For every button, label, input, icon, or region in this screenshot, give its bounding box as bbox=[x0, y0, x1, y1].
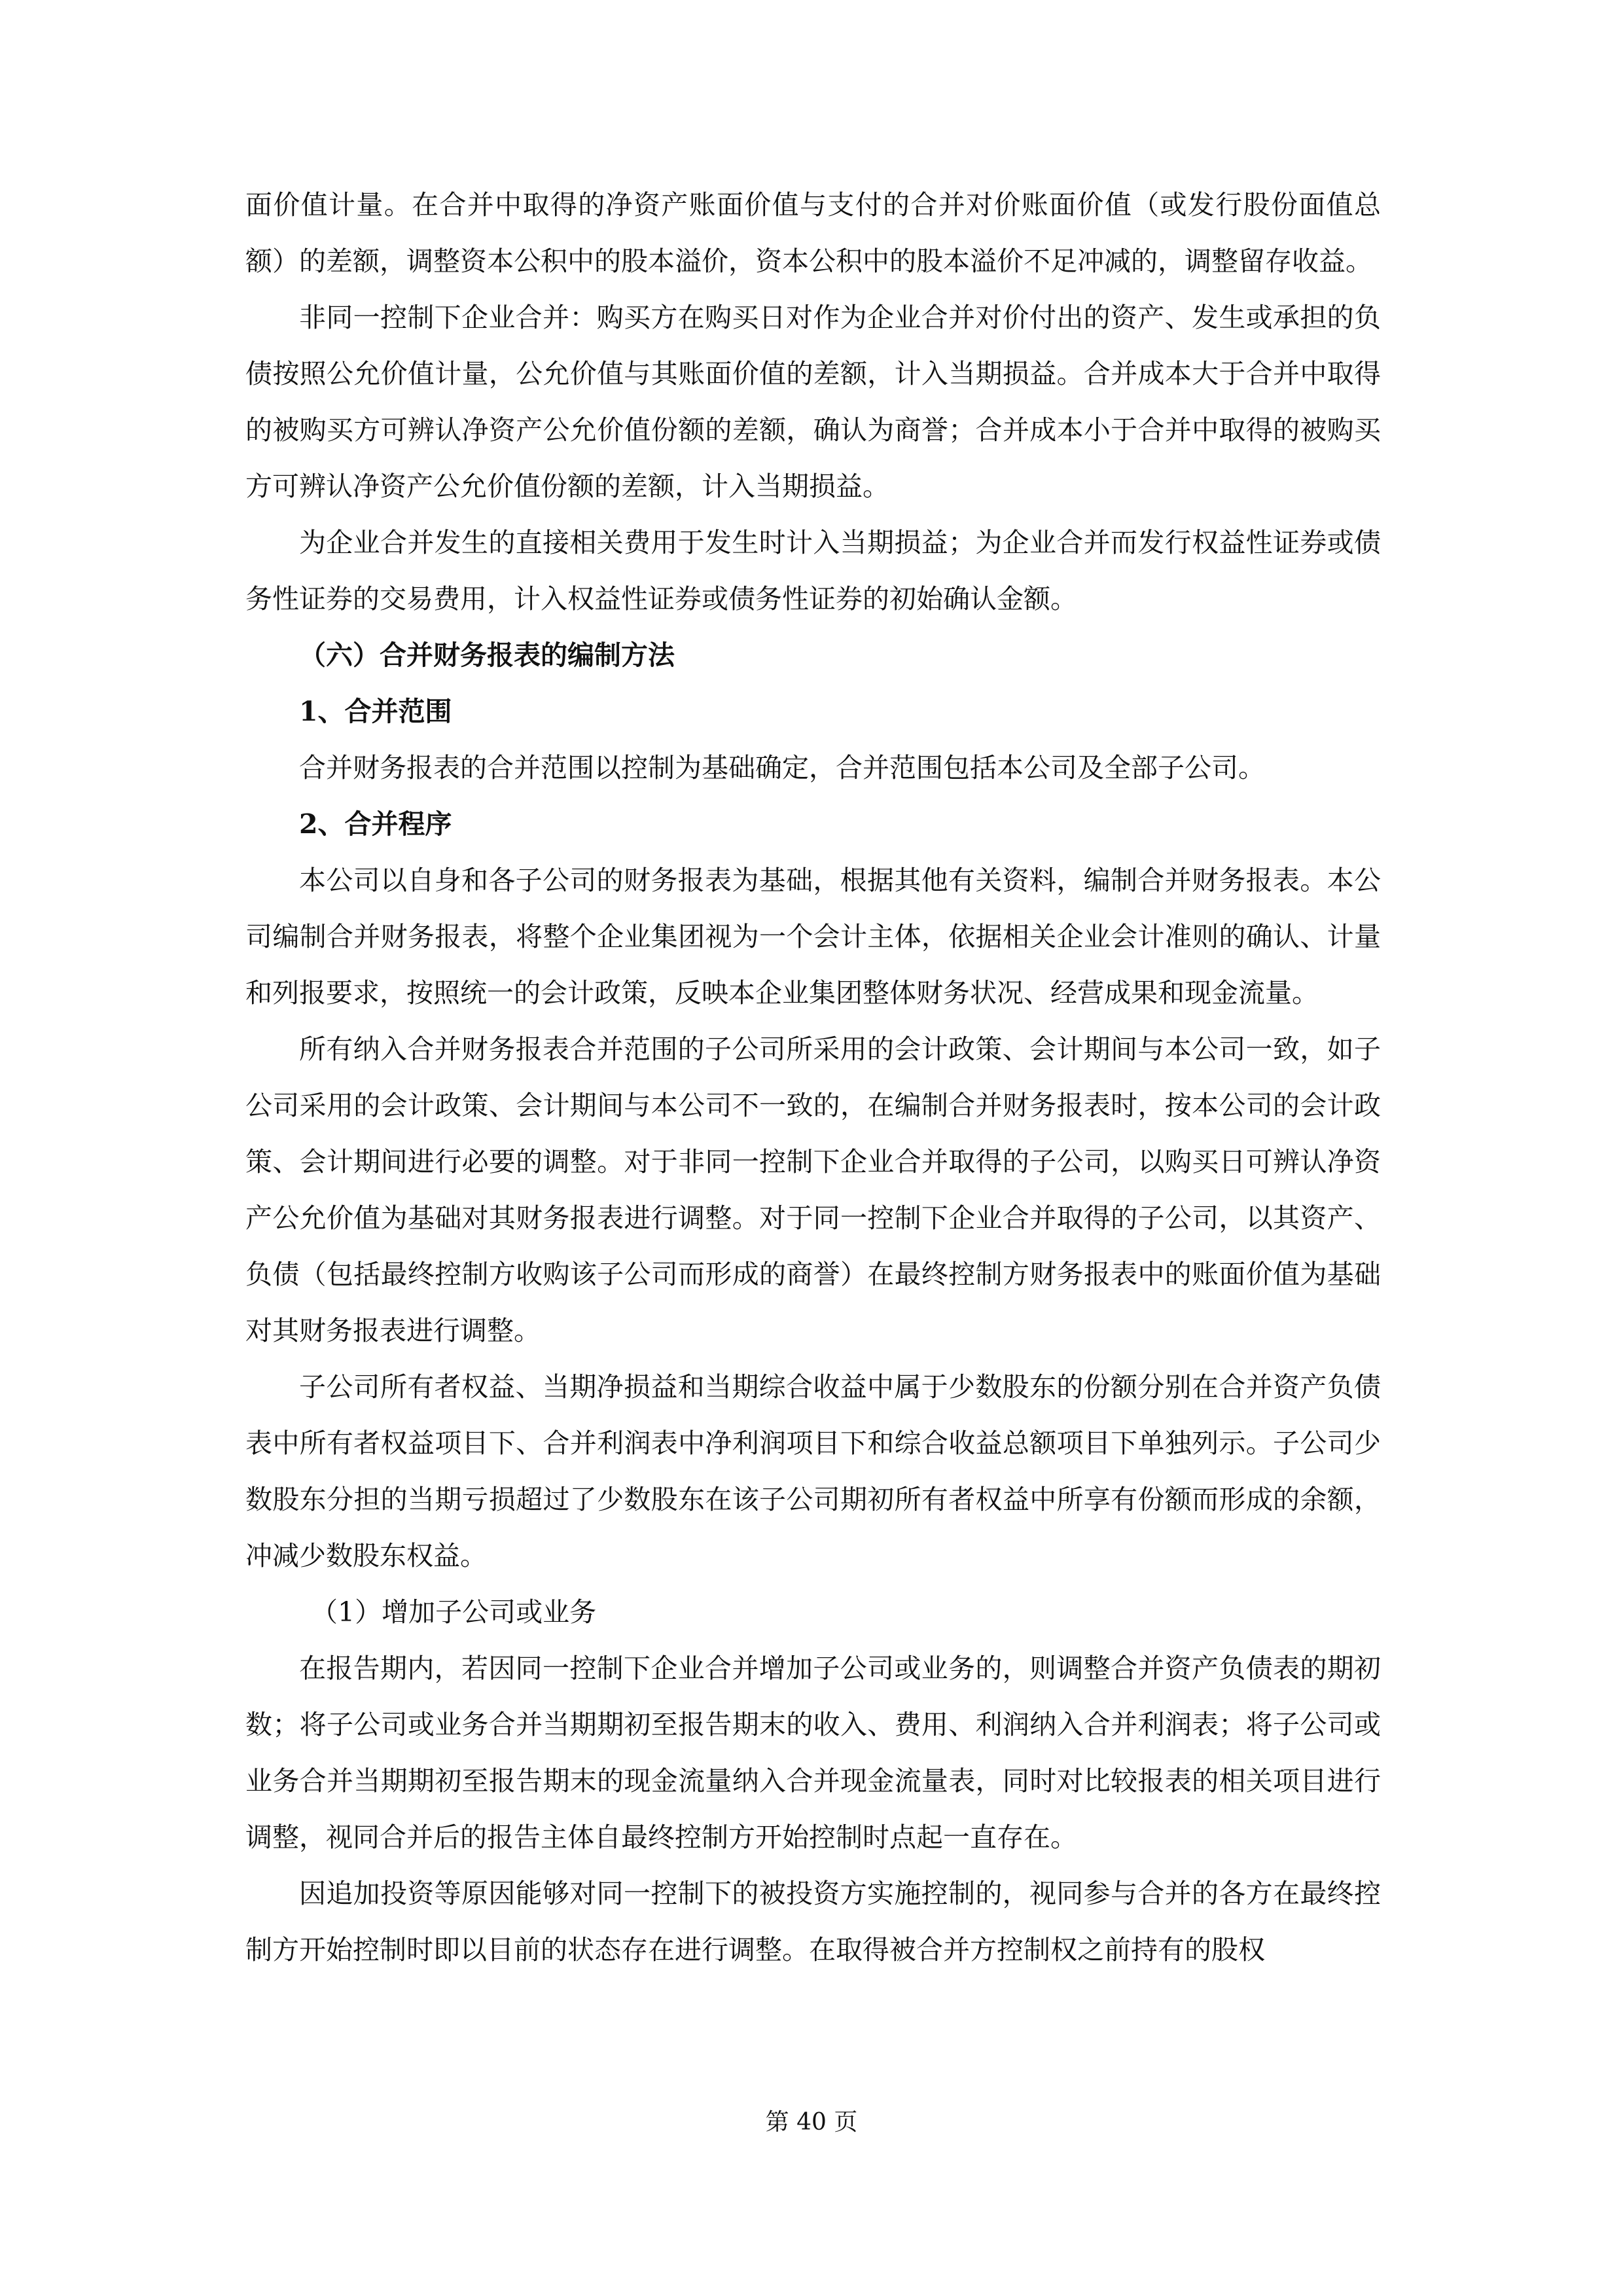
subheading-consolidation-procedure: 2、合并程序 bbox=[299, 808, 452, 840]
paragraph-non-common-control-merger: 非同一控制下企业合并：购买方在购买日对作为企业合并对价付出的资产、发生或承担的负债按照公允价值计量，公允价值与其账面价值的差额，计入当期损益。合并成本大于合并中取得的被购买方可辨认净资产公允价值份额的差额，确认为商誉；合并成本小于合并中取得的被购买方可辨认净资产公允价值份额的差额，计入当期损益。 bbox=[245, 302, 1381, 502]
paragraph-minority-interest: 子公司所有者权益、当期净损益和当期综合收益中属于少数股东的份额分别在合并资产负债表中所有者权益项目下、合并利润表中净利润项目下和综合收益总额项目下单独列示。子公司少数股东分担的当期亏损超过了少数股东在该子公司期初所有者权益中所享有份额而形成的余额，冲减少数股东权益。 bbox=[245, 1371, 1381, 1571]
section-heading-consolidation-method: （六）合并财务报表的编制方法 bbox=[299, 639, 675, 671]
paragraph-accounting-policies: 所有纳入合并财务报表合并范围的子公司所采用的会计政策、会计期间与本公司一致，如子公司采用的会计政策、会计期间与本公司不一致的，在编制合并财务报表时，按本公司的会计政策、会计期间进行必要的调整。对于非同一控制下企业合并取得的子公司，以购买日可辨认净资产公允价值为基础对其财务报表进行调整。对于同一控制下企业合并取得的子公司，以其资产、负债（包括最终控制方收购该子公司而形成的商誉）在最终控制方财务报表中的账面价值为基础对其财务报表进行调整。 bbox=[245, 1033, 1381, 1346]
paragraph-additional-investment: 因追加投资等原因能够对同一控制下的被投资方实施控制的，视同参与合并的各方在最终控制方开始控制时即以目前的状态存在进行调整。在取得被合并方控制权之前持有的股权 bbox=[245, 1878, 1381, 1965]
item-heading-add-subsidiary: （1）增加子公司或业务 bbox=[311, 1596, 597, 1628]
paragraph-merger-expenses: 为企业合并发生的直接相关费用于发生时计入当期损益；为企业合并而发行权益性证券或债务性证券的交易费用，计入权益性证券或债务性证券的初始确认金额。 bbox=[245, 527, 1381, 615]
document-body bbox=[245, 177, 1381, 1978]
page-number: 第 40 页 bbox=[765, 2109, 858, 2136]
paragraph-continuation: 面价值计量。在合并中取得的净资产账面价值与支付的合并对价账面价值（或发行股份面值总额）的差额，调整资本公积中的股本溢价，资本公积中的股本溢价不足冲减的，调整留存收益。 bbox=[245, 189, 1381, 277]
paragraph-consolidation-scope: 合并财务报表的合并范围以控制为基础确定，合并范围包括本公司及全部子公司。 bbox=[299, 752, 1265, 783]
paragraph-add-subsidiary: 在报告期内，若因同一控制下企业合并增加子公司或业务的，则调整合并资产负债表的期初数；将子公司或业务合并当期期初至报告期末的收入、费用、利润纳入合并利润表；将子公司或业务合并当期期初至报告期末的现金流量纳入合并现金流量表，同时对比较报表的相关项目进行调整，视同合并后的报告主体自最终控制方开始控制时点起一直存在。 bbox=[245, 1653, 1381, 1853]
subheading-consolidation-scope: 1、合并范围 bbox=[299, 696, 452, 727]
paragraph-procedure-basis: 本公司以自身和各子公司的财务报表为基础，根据其他有关资料，编制合并财务报表。本公司编制合并财务报表，将整个企业集团视为一个会计主体，依据相关企业会计准则的确认、计量和列报要求，按照统一的会计政策，反映本企业集团整体财务状况、经营成果和现金流量。 bbox=[245, 865, 1381, 1009]
